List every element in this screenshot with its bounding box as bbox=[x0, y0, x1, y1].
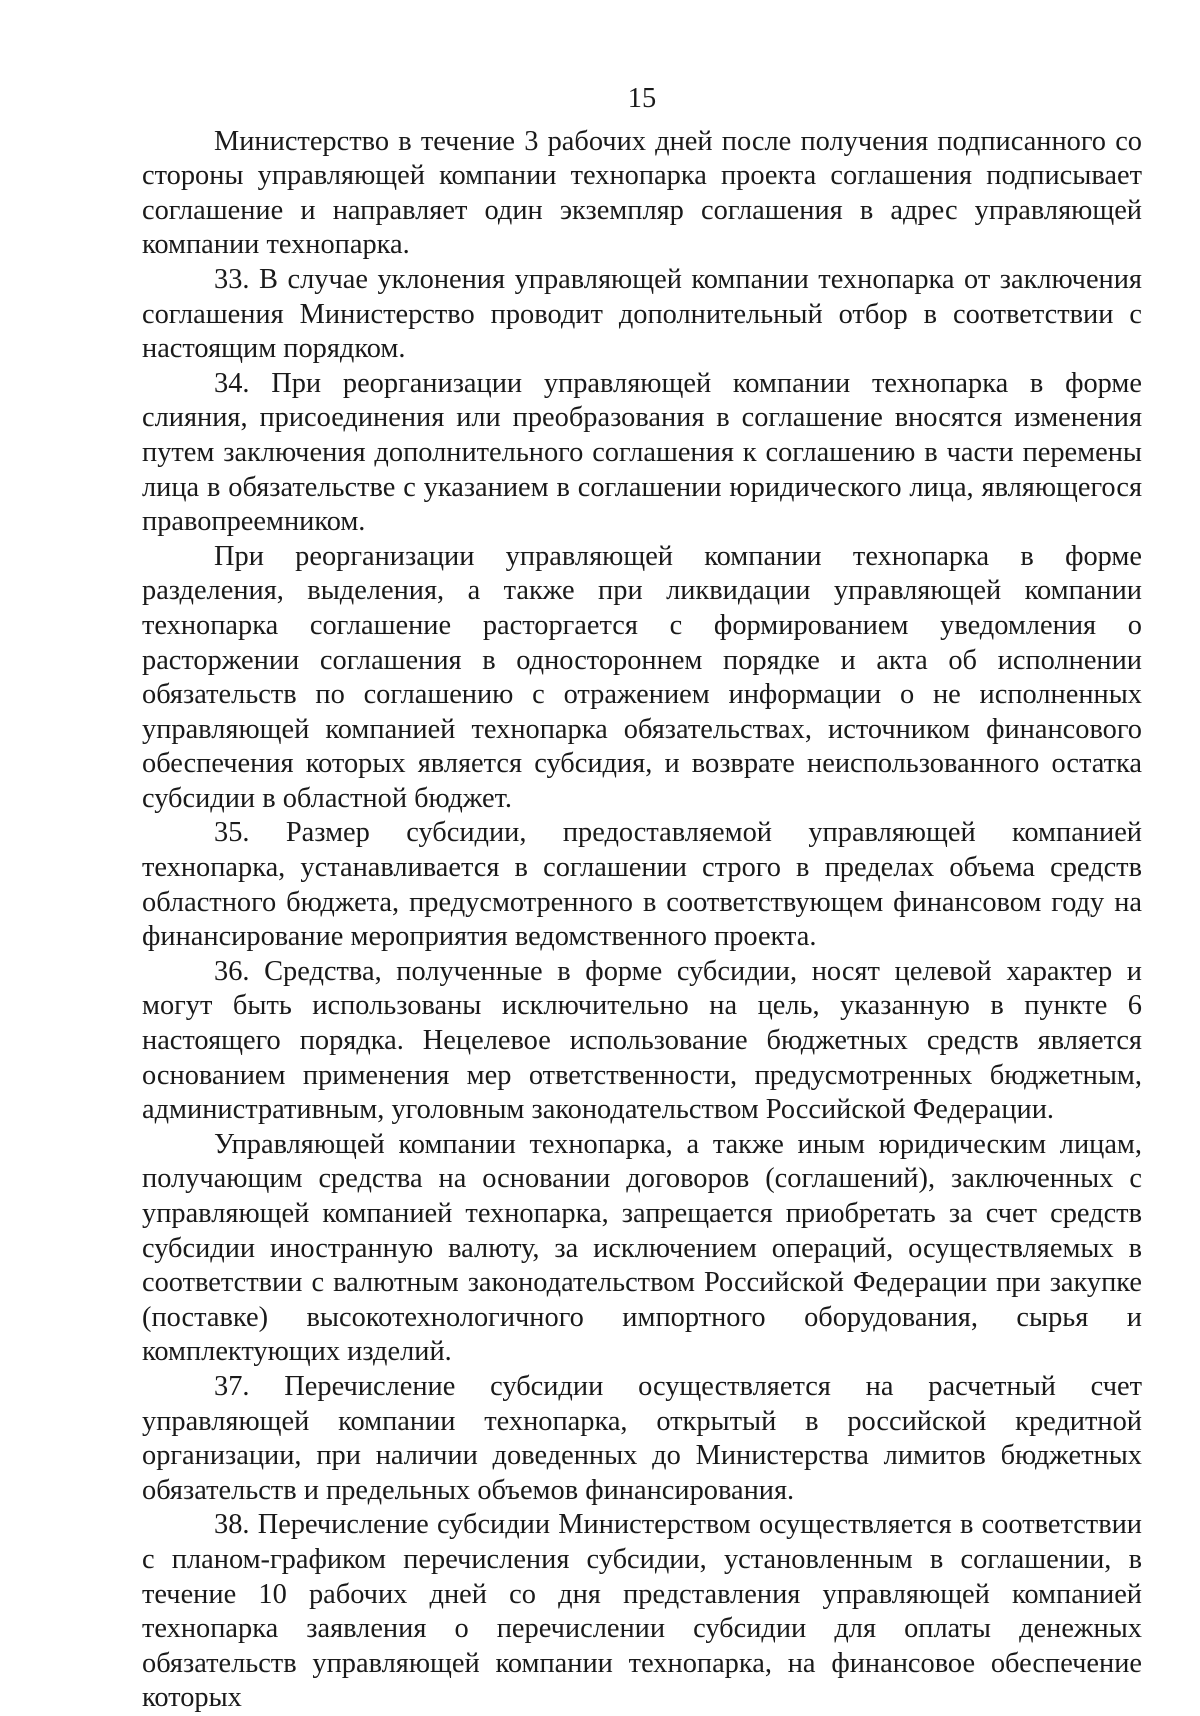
paragraph-33: 33. В случае уклонения управляющей компании технопарка от заключения соглашения Министерство проводит дополнительный отбор в соответствии с настоящим порядком. bbox=[142, 263, 1142, 365]
page-number: 15 bbox=[627, 83, 657, 114]
paragraph-35: 35. Размер субсидии, предоставляемой управляющей компанией технопарка, устанавливается в соглашении строго в пределах объема средств областного бюджета, предусмотренного в соответствующем финансовом году на финансирование мероприятия ведомственного проекта. bbox=[142, 817, 1142, 953]
paragraph-36-currency: Управляющей компании технопарка, а также иным юридическим лицам, получающим средства на основании договоров (соглашений), заключенных с управляющей компанией технопарка, запрещается приобретать за счет средств субсидии иностранную валюту, за исключением операций, осуществляемых в соответствии с валютным законодательством Российской Федерации при закупке (поставке) высокотехнологичного импортного оборудования, сырья и комплектующих изделий. bbox=[142, 1128, 1142, 1368]
paragraph-34: 34. При реорганизации управляющей компании технопарка в форме слияния, присоединения или преобразования в соглашение вносятся изменения путем заключения дополнительного соглашения к соглашению в части перемены лица в обязательстве с указанием в соглашении юридического лица, являющегося правопреемником. bbox=[142, 367, 1142, 538]
paragraph-signing: Министерство в течение 3 рабочих дней после получения подписанного со стороны управляющей компании технопарка проекта соглашения подписывает соглашение и направляет один экземпляр соглашения в адрес управляющей компании технопарка. bbox=[142, 125, 1142, 261]
document-page bbox=[142, 82, 1142, 1716]
paragraph-34-reorganization: При реорганизации управляющей компании технопарка в форме разделения, выделения, а также при ликвидации управляющей компании технопарка соглашение расторгается с формированием уведомления о расторжении соглашения в одностороннем порядке и акта об исполнении обязательств по соглашению с отражением информации о не исполненных управляющей компанией технопарка обязательствах, источником финансового обеспечения которых является субсидия, и возврате неиспользованного остатка субсидии в областной бюджет. bbox=[142, 540, 1142, 814]
paragraph-37: 37. Перечисление субсидии осуществляется на расчетный счет управляющей компании технопарка, открытый в российской кредитной организации, при наличии доведенных до Министерства лимитов бюджетных обязательств и предельных объемов финансирования. bbox=[142, 1370, 1142, 1506]
paragraph-38: 38. Перечисление субсидии Министерством осуществляется в соответствии с планом-графиком перечисления субсидии, установленным в соглашении, в течение 10 рабочих дней со дня представления управляющей компанией технопарка заявления о перечислении субсидии для оплаты денежных обязательств управляющей компании технопарка, на финансовое обеспечение которых bbox=[142, 1509, 1142, 1714]
paragraph-36: 36. Средства, полученные в форме субсидии, носят целевой характер и могут быть использованы исключительно на цель, указанную в пункте 6 настоящего порядка. Нецелевое использование бюджетных средств является основанием применения мер ответственности, предусмотренных бюджетным, административным, уголовным законодательством Российской Федерации. bbox=[142, 955, 1142, 1126]
